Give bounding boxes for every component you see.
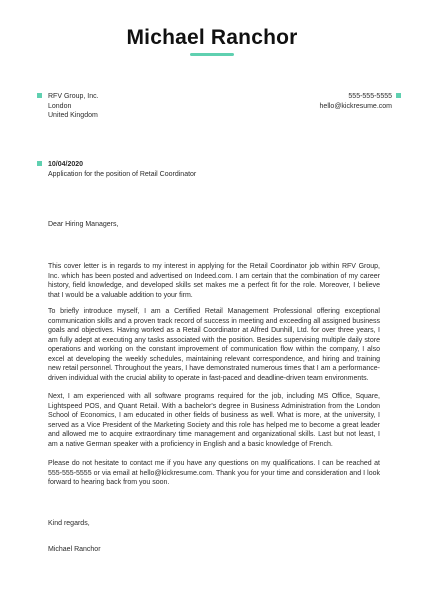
letter-greeting: Dear Hiring Managers, xyxy=(48,221,119,228)
letter-paragraph xyxy=(48,459,380,488)
sender-accent-dot xyxy=(37,93,42,98)
sender-address xyxy=(48,92,99,121)
applicant-name: Michael Ranchor xyxy=(126,26,298,49)
sender-city: London xyxy=(48,102,72,110)
letter-signature: Michael Ranchor xyxy=(48,546,101,553)
contact-email[interactable]: hello@kickresume.com xyxy=(319,102,392,110)
paragraph-text: Please do not hesitate to contact me if you have any questions on my qualifications. I can be reached at 555-555-5555 or via email at hello@kickresume.com. Thank you for your time and consideration and I look forward to hearing back from you soon. xyxy=(48,460,380,486)
letter-paragraph xyxy=(48,262,380,300)
letter-date: 10/04/2020 xyxy=(48,161,84,168)
sender-company: RFV Group, Inc. xyxy=(48,93,99,100)
contact-info xyxy=(320,92,392,111)
name-accent-underline xyxy=(190,53,234,56)
contact-phone: 555-555-5555 xyxy=(348,93,392,100)
meta-accent-dot xyxy=(37,161,42,166)
letter-closing: Kind regards, xyxy=(48,520,90,527)
letter-meta xyxy=(48,160,196,179)
sender-country: United Kingdom xyxy=(48,112,98,119)
letter-paragraph xyxy=(48,392,380,449)
paragraph-text: This cover letter is in regards to my interest in applying for the Retail Coordinator job within RFV Group, Inc. which has been posted and advertised on Indeed.com. I am certain that the combination of my career history, field knowledge, and developed skills set makes me a perfect fit for the role. Moreover, I believe that I would be a valuable addition to your firm. xyxy=(48,263,380,299)
contact-accent-dot xyxy=(396,93,401,98)
paragraph-text: To briefly introduce myself, I am a Certified Retail Management Professional offering exceptional communication skills and a proven track record of success in meeting and exceeding all assigned business goals and objectives. Having worked as a Retail Coordinator at Alfred Dunhill, Ltd. for over three years, I am fully adept at executing any tasks associated with the position. Besides supervising multiple daily store operations and working on the constant improvement of communication flow within the company, I also excel at developing the weekly schedules, maintaining relevant correspondence, and hiring and training new retail personnel. Throughout the years, I have demonstrated numerous times that I am a performance-driven individual with the crucial ability to operate in fast-paced and deadline-driven team environments. xyxy=(48,308,380,382)
letter-paragraph xyxy=(48,307,380,383)
letter-subject: Application for the position of Retail Coordinator xyxy=(48,170,197,178)
paragraph-text: Next, I am experienced with all software programs required for the job, including MS Office, Square, Lightspeed POS, and Quant Retail. With a bachelor's degree in Business Administration from the London School of Economics, I am educated in other fields of business as well. What is more, at the university, I served as a Vice President of the Marketing Society and this role has helped me to become a great leader and allowed me to acquire extraordinary time management and organizational skills. Last but not least, I am a native German speaker with a proficiency in English and a basic knowledge of French. xyxy=(48,393,380,448)
